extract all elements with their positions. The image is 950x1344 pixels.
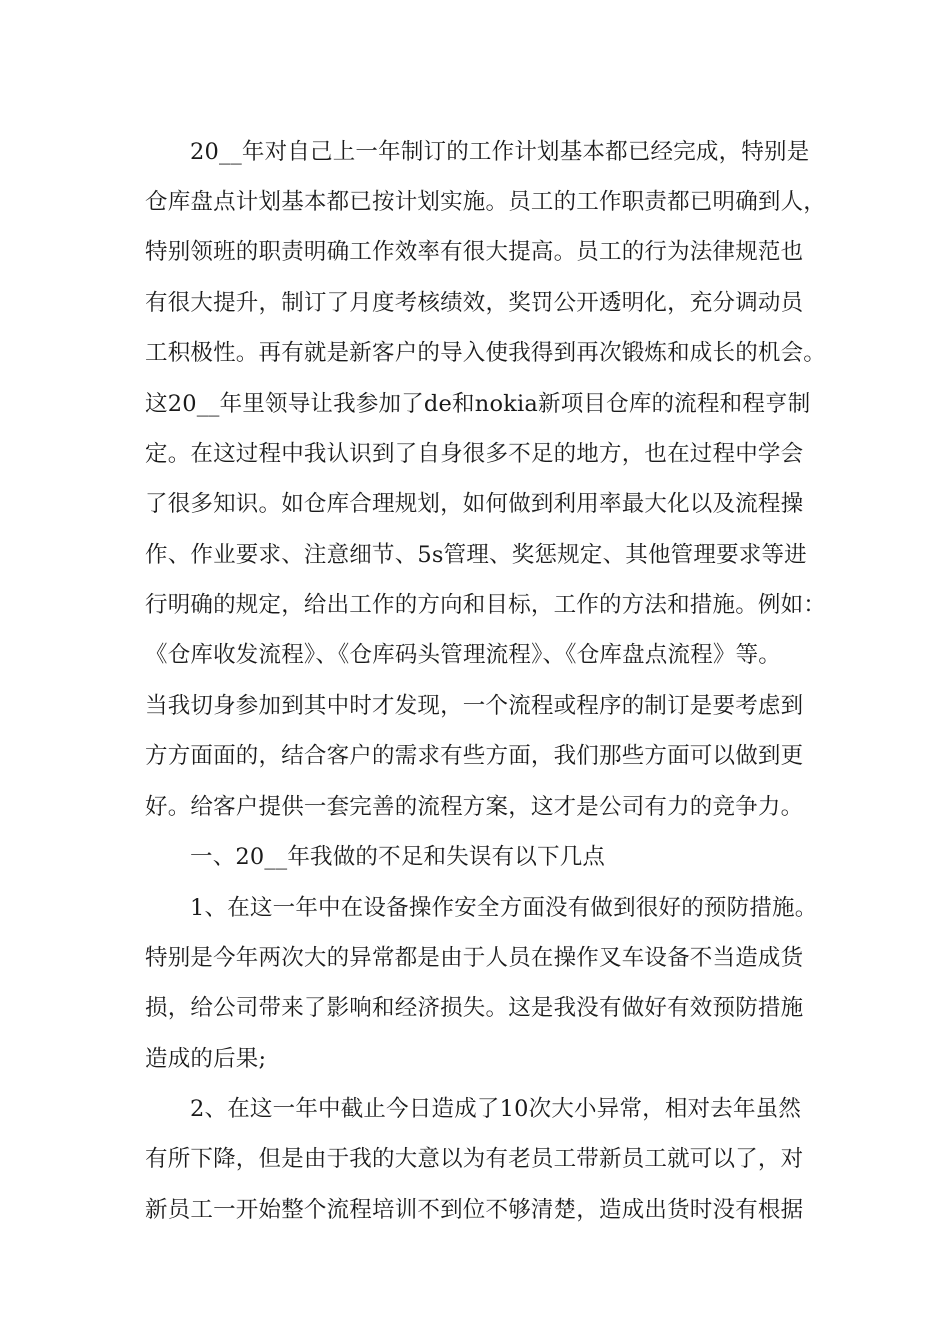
paragraph-line: 特别领班的职责明确工作效率有很大提高。员工的行为法律规范也 (145, 239, 804, 265)
paragraph-line: 工积极性。再有就是新客户的导入使我得到再次锻炼和成长的机会。 (145, 340, 827, 366)
paragraph-line: 行明确的规定，给出工作的方向和目标，工作的方法和措施。例如： (145, 592, 827, 618)
paragraph-line: 这20__年里领导让我参加了de和nokia新项目仓库的流程和程亨制 (145, 391, 811, 417)
section-heading: 一、20__年我做的不足和失误有以下几点 (190, 844, 606, 870)
paragraph-line: 新员工一开始整个流程培训不到位不够清楚，造成出货时没有根据 (145, 1197, 804, 1223)
paragraph-line: 仓库盘点计划基本都已按计划实施。员工的工作职责都已明确到人， (145, 189, 827, 215)
paragraph-line: 有很大提升，制订了月度考核绩效，奖罚公开透明化，充分调动员 (145, 290, 804, 316)
paragraph-line: 定。在这过程中我认识到了自身很多不足的地方，也在过程中学会 (145, 441, 804, 467)
paragraph-line: 了很多知识。如仓库合理规划，如何做到利用率最大化以及流程操 (145, 491, 804, 517)
paragraph-line: 方方面面的，结合客户的需求有些方面，我们那些方面可以做到更 (145, 743, 804, 769)
paragraph-line: 当我切身参加到其中时才发现，一个流程或程序的制订是要考虑到 (145, 693, 804, 719)
paragraph-line: 《仓库收发流程》、《仓库码头管理流程》、《仓库盘点流程》等。 (145, 642, 782, 668)
paragraph-line: 20__年对自己上一年制订的工作计划基本都已经完成，特别是 (190, 139, 810, 165)
paragraph-line: 造成的后果; (145, 1046, 267, 1072)
paragraph-line: 特别是今年两次大的异常都是由于人员在操作叉车设备不当造成货 (145, 945, 804, 971)
paragraph-line: 作、作业要求、注意细节、5s管理、奖惩规定、其他管理要求等进 (145, 542, 807, 568)
paragraph-line: 1、在这一年中在设备操作安全方面没有做到很好的预防措施。 (190, 895, 818, 921)
paragraph-line: 有所下降，但是由于我的大意以为有老员工带新员工就可以了，对 (145, 1146, 804, 1172)
paragraph-line: 损，给公司带来了影响和经济损失。这是我没有做好有效预防措施 (145, 995, 804, 1021)
paragraph-line: 2、在这一年中截止今日造成了10次大小异常，相对去年虽然 (190, 1096, 802, 1122)
paragraph-line: 好。给客户提供一套完善的流程方案，这才是公司有力的竞争力。 (145, 794, 804, 820)
